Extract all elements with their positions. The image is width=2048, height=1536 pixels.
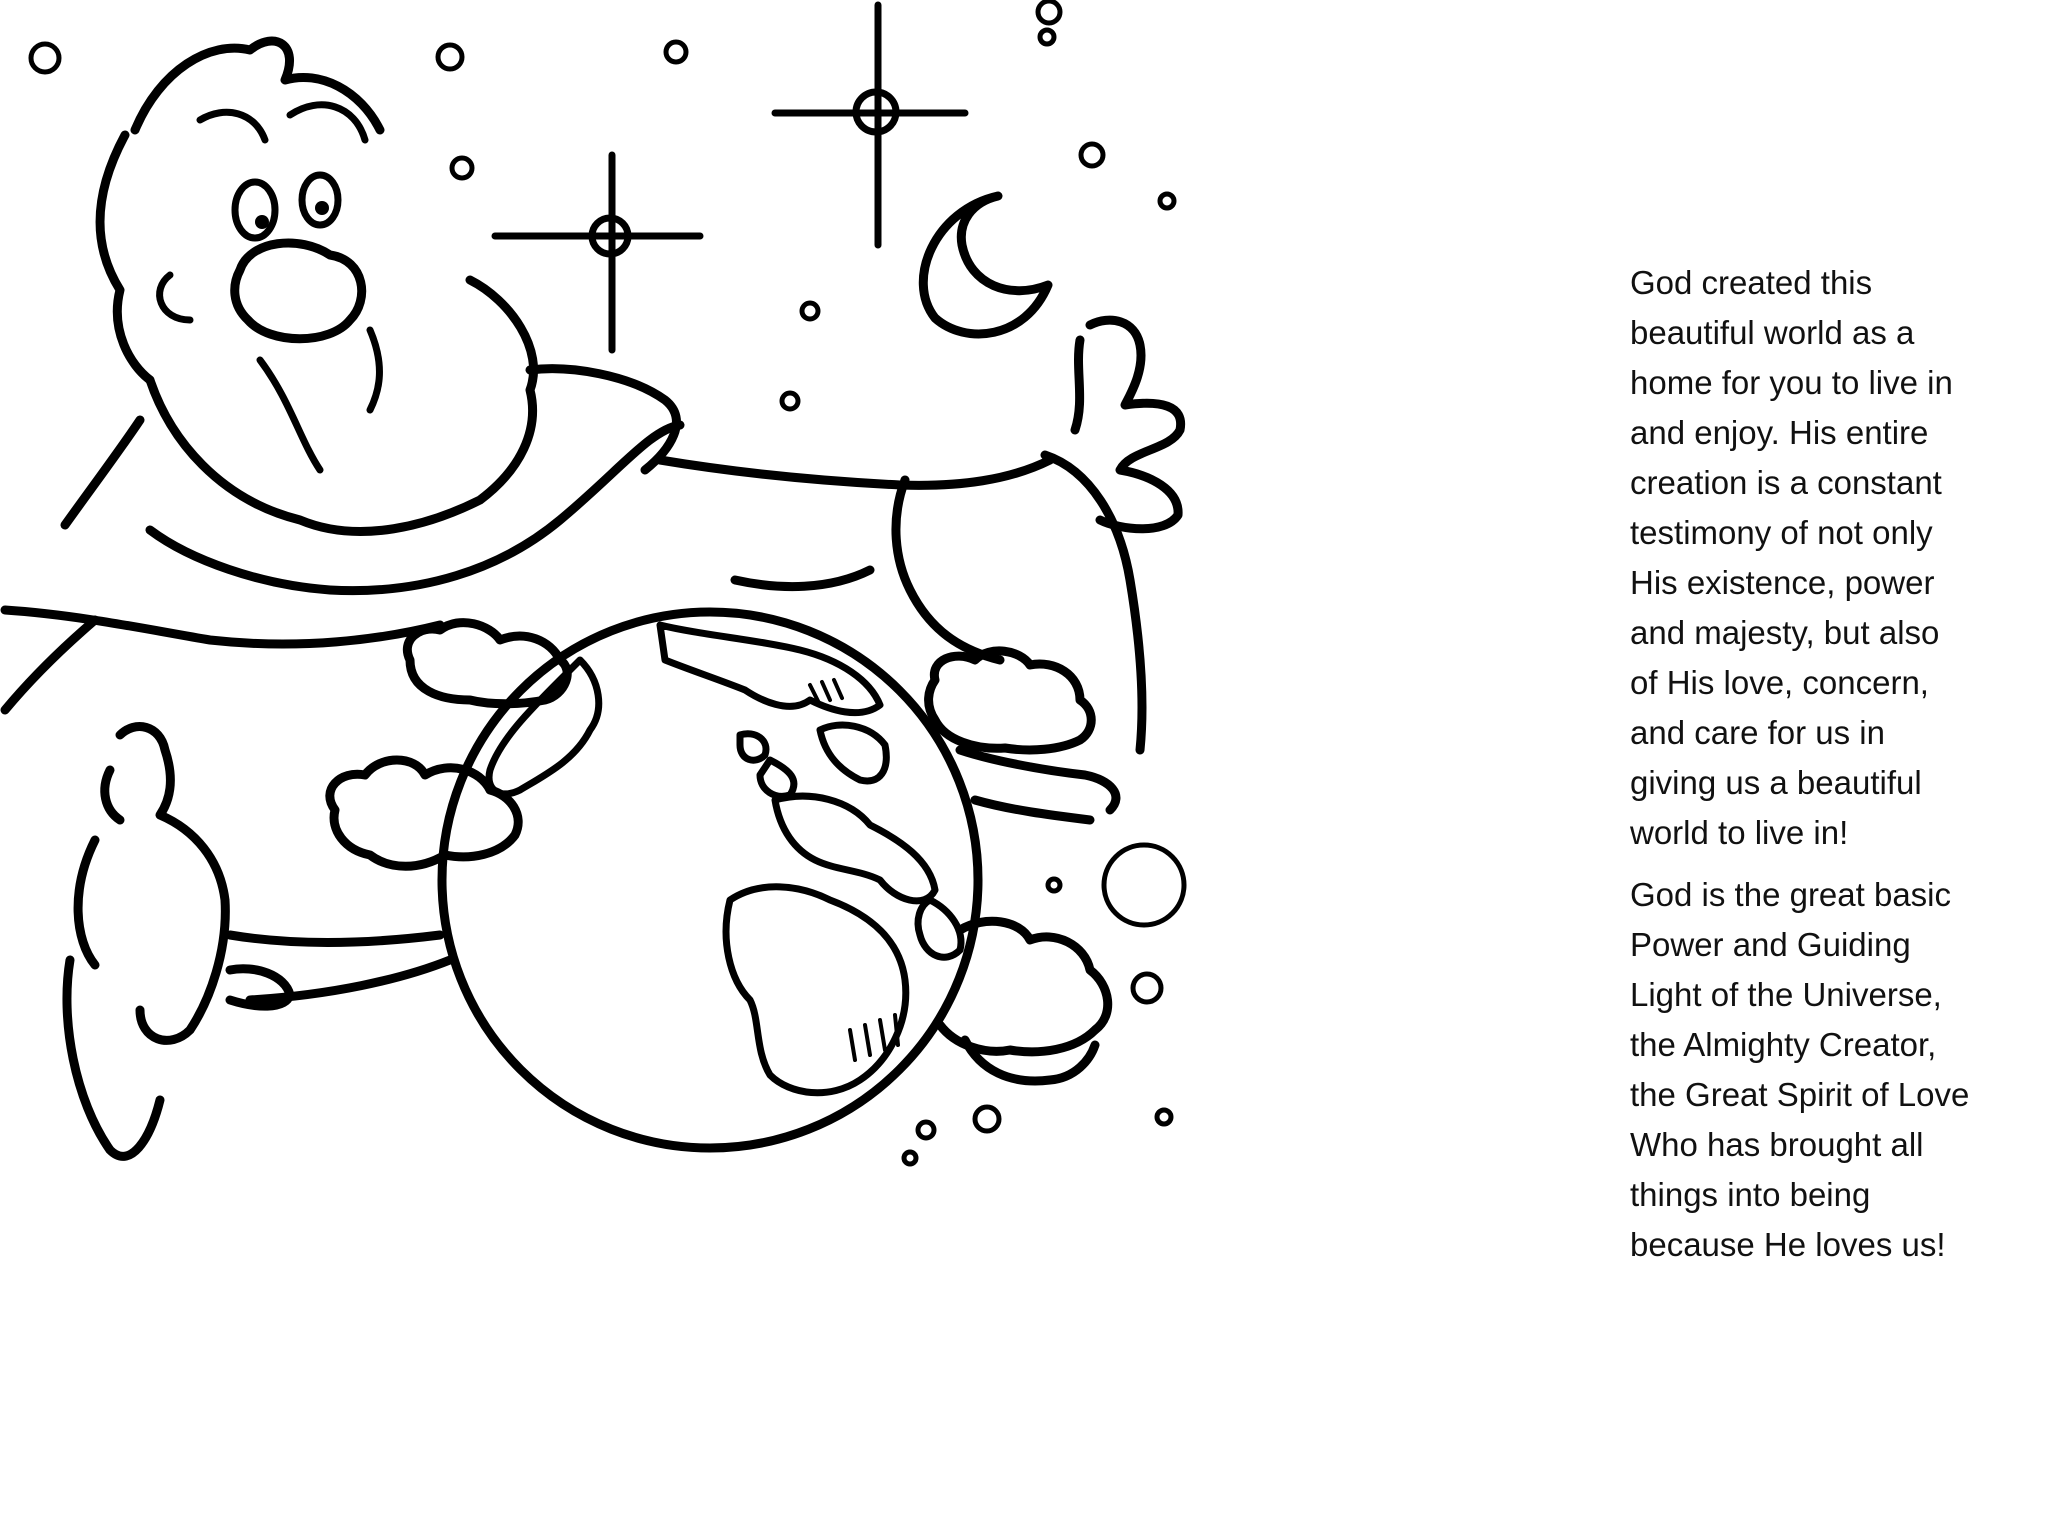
star-small xyxy=(495,155,700,350)
globe xyxy=(442,612,978,1148)
god-figure xyxy=(100,41,534,531)
star-large xyxy=(775,5,965,245)
caption-text xyxy=(1630,258,2030,1282)
robe xyxy=(5,369,1142,1000)
sky-dots xyxy=(31,1,1184,1164)
crescent-moon xyxy=(923,196,1048,334)
caption-paragraph-2: God is the great basic Power and Guiding Light of the Universe, the Almighty Creator, the Great Spirit of Love Who has brought all things into being because He loves us! xyxy=(1630,876,1970,1263)
caption-paragraph-1: God created this beautiful world as a home for you to live in and enjoy. His entire creation is a constant testimony of not only His existence, power and majesty, but also of His love, concern, and care for us in giving us a beautiful world to live in! xyxy=(1630,264,1953,851)
hands xyxy=(67,320,1181,1156)
